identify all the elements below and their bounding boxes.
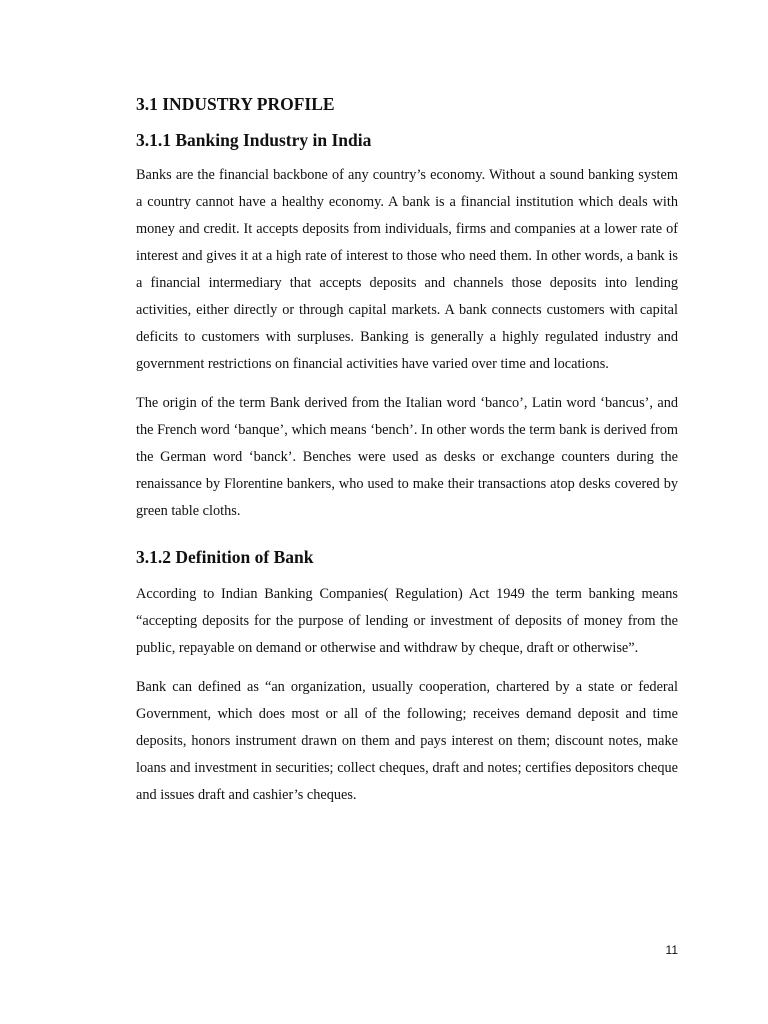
subsection-heading-banking-industry: 3.1.1 Banking Industry in India <box>136 130 372 150</box>
paragraph-banks-backbone: Banks are the financial backbone of any country’s economy. Without a sound banking system a country cannot have a healthy economy. A bank is a financial institution which deals with money and credit. It accepts deposits from individuals, firms and companies at a lower rate of interest and gives it at a high rate of interest to those who need them. In other words, a bank is a financial intermediary that accepts deposits and channels those deposits into lending activities, either directly or through capital markets. A bank connects customers with capital deficits to customers with surpluses. Banking is generally a highly regulated industry and government restrictions on financial activities have varied over time and locations. <box>136 167 678 372</box>
page-number: 11 <box>665 943 678 957</box>
paragraph-origin-of-term: The origin of the term Bank derived from the Italian word ‘banco’, Latin word ‘bancus’, and the French word ‘banque’, which means ‘bench’. In other words the term bank is derived from the German word ‘banck’. Benches were used as desks or exchange counters during the renaissance by Florentine bankers, who used to make their transactions atop desks covered by green table cloths. <box>136 395 678 519</box>
paragraph-act-definition: According to Indian Banking Companies( Regulation) Act 1949 the term banking means “accepting deposits for the purpose of lending or investment of deposits of money from the public, repayable on demand or otherwise and withdraw by cheque, draft or otherwise”. <box>136 586 678 656</box>
section-heading: 3.1 INDUSTRY PROFILE <box>136 94 335 114</box>
paragraph-bank-definition: Bank can defined as “an organization, usually cooperation, chartered by a state or federal Government, which does most or all of the following; receives demand deposit and time deposits, honors instrument drawn on them and pays interest on them; discount notes, make loans and investment in securities; collect cheques, draft and notes; certifies depositors cheque and issues draft and cashier’s cheques. <box>136 679 678 803</box>
subsection-heading-definition: 3.1.2 Definition of Bank <box>136 547 314 567</box>
page-content <box>136 92 678 809</box>
